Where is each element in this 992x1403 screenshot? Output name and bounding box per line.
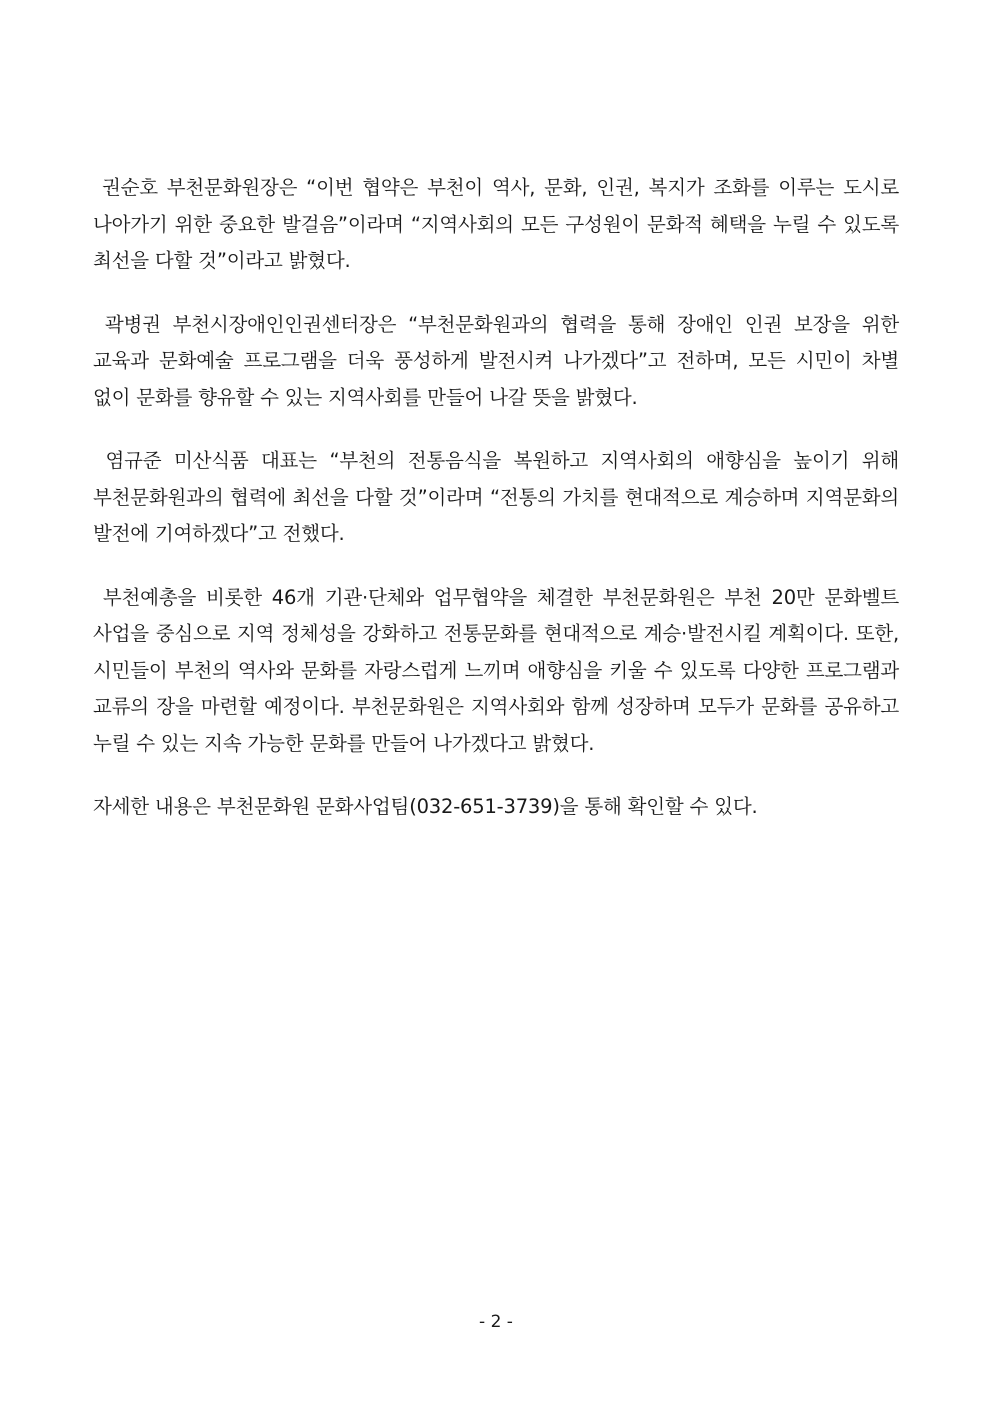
paragraph-quote-misan-food: 염규준 미산식품 대표는 “부천의 전통음식을 복원하고 지역사회의 애향심을 높이기 위해 부천문화원과의 협력에 최선을 다할 것”이라며 “전통의 가치를 현대적으로 계승하며 지역문화의 발전에 기여하겠다”고 전했다. [93, 449, 906, 545]
paragraph-quote-disability-rights-center: 곽병권 부천시장애인인권센터장은 “부천문화원과의 협력을 통해 장애인 인권 보장을 위한 교육과 문화예술 프로그램을 더욱 풍성하게 발전시켜 나가겠다”고 전하며, 모든 시민이 차별 없이 문화를 향유할 수 있는 지역사회를 만들어 나갈 뜻을 밝혔다. [93, 312, 905, 409]
paragraph-contact-info: 자세한 내용은 부천문화원 문화사업팀(032-651-3739)을 통해 확인할 수 있다. [93, 795, 758, 818]
document-body [93, 170, 906, 826]
paragraph-agreement-plans: 부천예총을 비롯한 46개 기관·단체와 업무협약을 체결한 부천문화원은 부천 20만 문화벨트 사업을 중심으로 지역 정체성을 강화하고 전통문화를 현대적으로 계승·발전시킬 계획이다. 또한, 시민들이 부천의 역사와 문화를 자랑스럽게 느끼며 애향심을 키울 수 있도록 다양한 프로그램과 교류의 장을 마련할 예정이다. 부천문화원은 지역사회와 함께 성장하며 모두가 문화를 공유하고 누릴 수 있는 지속 가능한 문화를 만들어 나가겠다고 밝혔다. [93, 585, 905, 755]
page-number: - 2 - [479, 1312, 513, 1332]
paragraph-quote-cultural-center-director: 권순호 부천문화원장은 “이번 협약은 부천이 역사, 문화, 인권, 복지가 조화를 이루는 도시로 나아가기 위한 중요한 발걸음”이라며 “지역사회의 모든 구성원이 문화적 혜택을 누릴 수 있도록 최선을 다할 것”이라고 밝혔다. [93, 176, 905, 272]
